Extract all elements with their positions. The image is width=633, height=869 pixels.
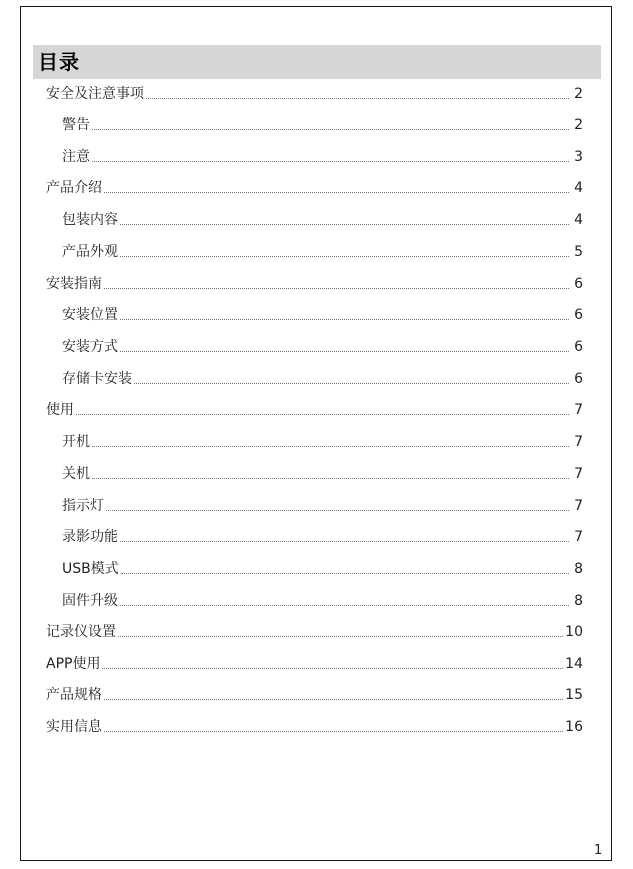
dot-leader (120, 541, 569, 542)
toc-entry-label: 关机 (62, 466, 90, 482)
toc-entry-label: 安装指南 (46, 276, 102, 292)
toc-entry-page: 6 (574, 371, 583, 387)
dot-leader (92, 446, 569, 447)
toc-entry-label: 安装方式 (62, 339, 118, 355)
dot-leader (120, 256, 569, 257)
toc-entry-installation-guide[interactable] (46, 273, 583, 293)
dot-leader (104, 699, 563, 700)
toc-entry-page: 6 (574, 339, 583, 355)
toc-entry-page: 4 (574, 212, 583, 228)
toc-entry-label: 实用信息 (46, 719, 102, 735)
dot-leader (120, 224, 569, 225)
toc-entry-label: 固件升级 (62, 593, 118, 609)
toc-entry-useful-info[interactable] (46, 716, 583, 736)
toc-entry-page: 4 (574, 180, 583, 196)
toc-entry-install-method[interactable] (62, 336, 583, 356)
toc-entry-label: 产品外观 (62, 244, 118, 260)
toc-entry-product-appearance[interactable] (62, 241, 583, 261)
dot-leader (102, 668, 563, 669)
page-number: 1 (594, 843, 603, 858)
toc-entry-label: 注意 (62, 149, 90, 165)
toc-entry-page: 16 (565, 719, 583, 735)
toc-entry-page: 6 (574, 276, 583, 292)
toc-entry-caution[interactable] (62, 146, 583, 166)
toc-entry-page: 7 (574, 402, 583, 418)
toc-entry-usage[interactable] (46, 399, 583, 419)
toc-entry-label: 产品规格 (46, 687, 102, 703)
toc-entry-label: 包装内容 (62, 212, 118, 228)
toc-entry-page: 8 (574, 593, 583, 609)
toc-entry-label: APP使用 (46, 656, 101, 672)
dot-leader (134, 383, 569, 384)
dot-leader (104, 731, 563, 732)
dot-leader (121, 573, 569, 574)
toc-entry-page: 2 (574, 117, 583, 133)
dot-leader (120, 605, 569, 606)
toc-entry-page: 7 (574, 529, 583, 545)
toc-entry-page: 3 (574, 149, 583, 165)
dot-leader (104, 288, 569, 289)
toc-entry-label: USB模式 (62, 561, 119, 577)
toc-entry-recording[interactable] (62, 526, 583, 546)
toc-entry-usb-mode[interactable] (62, 558, 583, 578)
toc-entry-page: 7 (574, 434, 583, 450)
dot-leader (120, 319, 569, 320)
toc-entry-indicator[interactable] (62, 495, 583, 515)
dot-leader (92, 478, 569, 479)
toc-entry-page: 5 (574, 244, 583, 260)
toc-entry-page: 7 (574, 466, 583, 482)
toc-entry-label: 记录仪设置 (46, 624, 116, 640)
toc-entry-label: 安全及注意事项 (46, 86, 144, 102)
toc-entry-recorder-settings[interactable] (46, 621, 583, 641)
toc-entry-safety[interactable] (46, 83, 583, 103)
toc-entry-label: 开机 (62, 434, 90, 450)
dot-leader (106, 510, 569, 511)
toc-entry-page: 7 (574, 498, 583, 514)
toc-entry-page: 14 (565, 656, 583, 672)
dot-leader (146, 98, 569, 99)
dot-leader (76, 414, 569, 415)
toc-entry-label: 产品介绍 (46, 180, 102, 196)
toc-entry-page: 8 (574, 561, 583, 577)
toc-entry-memory-card[interactable] (62, 368, 583, 388)
toc-entry-label: 使用 (46, 402, 74, 418)
toc-entry-power-off[interactable] (62, 463, 583, 483)
toc-entry-label: 录影功能 (62, 529, 118, 545)
toc-entry-label: 指示灯 (62, 498, 104, 514)
toc-entry-package-contents[interactable] (62, 209, 583, 229)
dot-leader (104, 192, 569, 193)
dot-leader (120, 351, 569, 352)
toc-entry-firmware-upgrade[interactable] (62, 590, 583, 610)
dot-leader (118, 636, 563, 637)
dot-leader (92, 129, 569, 130)
toc-entry-page: 10 (565, 624, 583, 640)
toc-title: 目录 (38, 50, 80, 74)
toc-entry-power-on[interactable] (62, 431, 583, 451)
toc-entry-label: 安装位置 (62, 307, 118, 323)
toc-entry-label: 警告 (62, 117, 90, 133)
toc-entry-product-intro[interactable] (46, 177, 583, 197)
toc-entry-warning[interactable] (62, 114, 583, 134)
toc-entry-install-location[interactable] (62, 304, 583, 324)
toc-entry-specifications[interactable] (46, 684, 583, 704)
dot-leader (92, 161, 569, 162)
toc-entry-page: 6 (574, 307, 583, 323)
toc-entry-app-usage[interactable] (46, 653, 583, 673)
toc-entry-page: 15 (565, 687, 583, 703)
toc-entry-label: 存储卡安装 (62, 371, 132, 387)
toc-entry-page: 2 (574, 86, 583, 102)
